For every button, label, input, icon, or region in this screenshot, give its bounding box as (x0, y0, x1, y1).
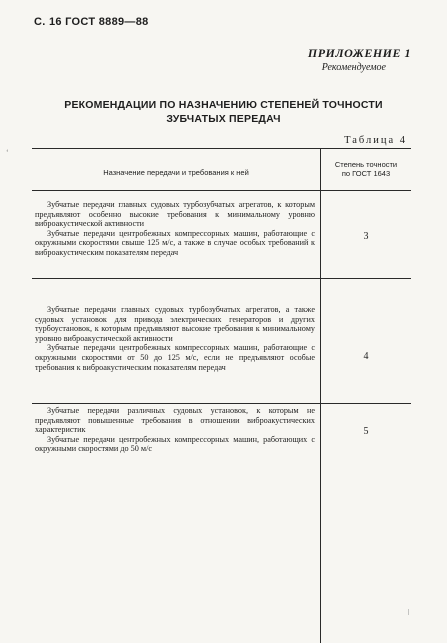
section-title-line-2: ЗУБЧАТЫХ ПЕРЕДАЧ (166, 113, 281, 125)
table-row-1-grade: 3 (363, 231, 369, 242)
appendix-status: Рекомендуемое (321, 62, 386, 73)
row-divider-2 (32, 403, 411, 404)
table-top-border (32, 148, 411, 149)
table-label: Таблица 4 (344, 135, 407, 146)
row-3-paragraph-2: Зубчатые передачи центробежных компрессорных машин, работающих с окружными скоростями до 50 м/с (35, 434, 315, 454)
page-header: С. 16 ГОСТ 8889—88 (34, 16, 149, 28)
table-row-2-purpose (35, 305, 315, 372)
row-1-paragraph-1: Зубчатые передачи главных судовых турбозубчатых агрегатов, к которым предъявляют особенно высокие требования к минимальному уровню виброакустической активности (35, 200, 315, 229)
section-title-line-1: РЕКОМЕНДАЦИИ ПО НАЗНАЧЕНИЮ СТЕПЕНЕЙ ТОЧНОСТИ (64, 99, 383, 111)
table-row-1-purpose (35, 200, 315, 258)
precision-table (32, 148, 411, 643)
row-3-paragraph-1: Зубчатые передачи различных судовых установок, к которым не предъявляют повышенные требования в отношении виброакустических характеристик (35, 406, 315, 435)
table-row-3-grade: 5 (363, 426, 369, 437)
row-divider-1 (32, 278, 411, 279)
table-row-3-purpose (35, 406, 315, 454)
header-grade (321, 160, 411, 178)
row-1-paragraph-2: Зубчатые передачи центробежных компрессорных машин, работающие с окружными скоростями свыше 125 м/с, а также в случае особых требований к виброакустическим показателям передач (35, 228, 315, 257)
appendix-title: ПРИЛОЖЕНИЕ 1 (307, 46, 411, 60)
header-divider (32, 190, 411, 191)
row-2-paragraph-1: Зубчатые передачи главных судовых турбозубчатых агрегатов, а также судовых установок для привода электрических генераторов и других турбоустановок, к которым предъявляют высокие требования к минимальному уровню виброакустической активности (35, 305, 315, 343)
header-grade-line-1: Степень точности (334, 160, 398, 169)
row-2-paragraph-2: Зубчатые передачи центробежных компрессорных машин, работающие с окружными скоростями от 50 до 125 м/с, если не предъявляют особые требования к виброакустическим показателям передач (35, 343, 315, 372)
header-purpose: Назначение передачи и требования к ней (103, 168, 249, 177)
header-grade-line-2: по ГОСТ 1643 (341, 169, 391, 178)
table-column-divider (320, 148, 321, 643)
section-title (0, 98, 447, 126)
scan-mark: ǀ (408, 608, 410, 617)
table-row-2-grade: 4 (363, 351, 369, 362)
scan-mark: ʻ (6, 148, 9, 157)
